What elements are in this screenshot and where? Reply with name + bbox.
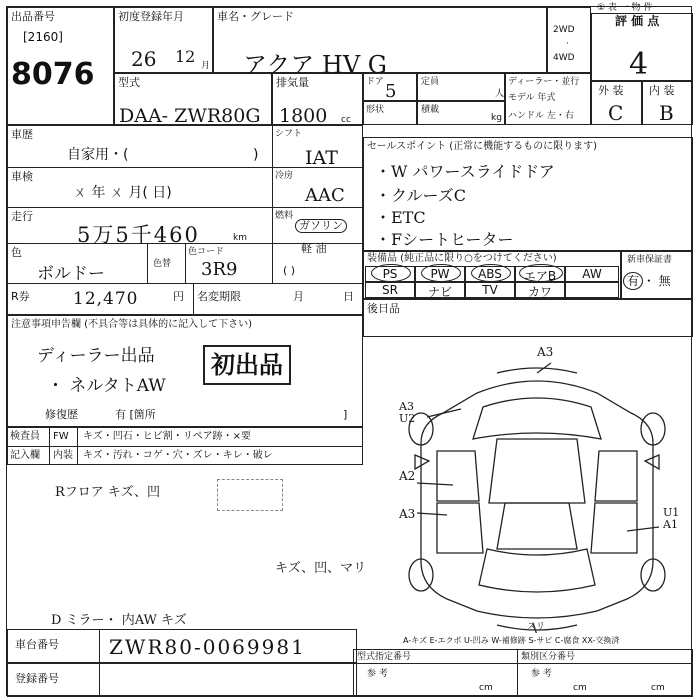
- fuel-label: 燃料: [275, 211, 294, 221]
- fuel-gas: ガソリン: [295, 219, 347, 233]
- first-reg-month: 12: [175, 47, 196, 66]
- circle-mark: [519, 264, 563, 282]
- name-change-month: 月: [293, 290, 304, 303]
- equipment-label: 装備品 (純正品に限り○をつけてください): [367, 253, 557, 264]
- mark-suri: スリ: [527, 622, 546, 632]
- chassis-value: ZWR80-0069981: [109, 635, 306, 659]
- model-designation-label: 型式指定番号: [357, 652, 412, 662]
- capacity-label: 定員: [421, 77, 440, 87]
- history-value: 自家用・(: [67, 147, 129, 163]
- doors-label: ドア: [366, 77, 384, 87]
- model-value: DAA- ZWR80G: [119, 105, 261, 127]
- notes-line2: ・ ネルタトAW: [47, 376, 166, 396]
- later-box: [363, 299, 693, 337]
- recycle-unit: 円: [173, 290, 184, 303]
- drive-2wd: 2WD: [553, 25, 575, 35]
- color-label: 色: [11, 246, 22, 259]
- lot-sub: [2160]: [23, 30, 63, 44]
- inspector-row2-text: キズ・汚れ・コゲ・穴・ズレ・キレ・破レ: [83, 450, 273, 461]
- int-label: 内 装: [649, 84, 675, 97]
- auction-sheet: [6, 3, 692, 696]
- remark-line2: キズ、凹、マリ: [275, 561, 367, 576]
- color-code-value: 3R9: [201, 259, 238, 280]
- name-value: アクア HV G: [243, 51, 387, 79]
- ext-value: C: [608, 101, 624, 125]
- displacement-label: 排気量: [276, 76, 309, 89]
- mark-a3-side: A3: [399, 507, 416, 521]
- name-change-label: 名変期限: [197, 290, 241, 303]
- handle-label: ハンドル 左・右: [508, 111, 574, 121]
- ext-label: 外 装: [598, 84, 624, 97]
- remark-stamp: [217, 479, 283, 511]
- inspector-label1: 検査員: [10, 431, 40, 442]
- name-label: 車名・グレード: [217, 10, 294, 23]
- color-value: ボルドー: [37, 264, 105, 284]
- notes-line1: ディーラー出品: [37, 346, 155, 366]
- shift-label: シフト: [275, 129, 303, 139]
- remark-line1: Rフロア キズ、凹: [55, 485, 161, 500]
- reg-box: [7, 663, 357, 697]
- repair-label: 修復歴: [45, 408, 78, 421]
- selling-point-2: ・クルーズC: [375, 186, 466, 205]
- color-change-label: 色替: [153, 259, 172, 269]
- circle-mark: [623, 272, 643, 290]
- first-reg-label: 初度登録年月: [118, 10, 184, 23]
- mark-a2: A2: [399, 469, 416, 483]
- equip-pw: PW: [415, 266, 465, 282]
- mark-u1-a1: U1 A1: [663, 506, 680, 531]
- drive-dot: ·: [566, 39, 569, 49]
- displacement-unit: cc: [341, 115, 351, 125]
- recycle-label: R券: [11, 290, 30, 303]
- fuel-diesel: 軽 油: [301, 242, 327, 255]
- doors-value: 5: [385, 81, 397, 102]
- ac-label: 冷房: [275, 171, 294, 181]
- recycle-value: 12,470: [73, 289, 139, 309]
- circle-mark: [421, 264, 461, 282]
- grade-label: 評 価 点: [615, 14, 660, 28]
- equip-sr: SR: [365, 282, 415, 298]
- notes-stamp: 初出品: [203, 345, 291, 385]
- reg-label: 登録番号: [15, 672, 59, 685]
- category-number-label: 類別区分番号: [521, 652, 576, 662]
- inspection-value: ㄨ 年 ㄨ 月( 日): [73, 185, 172, 201]
- equip-tv: TV: [465, 282, 515, 298]
- drive-box: [547, 7, 591, 73]
- load-label: 積載: [421, 105, 440, 115]
- int-value: B: [659, 101, 674, 125]
- remark-line3: D ミラー・ 内AW キズ: [51, 613, 187, 628]
- dealer-label: ディーラー・並行: [508, 77, 580, 87]
- circle-mark: [371, 264, 411, 282]
- lot-number: 8076: [11, 57, 95, 92]
- shift-value: IAT: [305, 147, 338, 169]
- inspector-row2-head: 内装: [53, 450, 73, 461]
- circle-mark: [471, 264, 511, 282]
- cm-2: cm: [573, 683, 587, 693]
- cm-3: cm: [651, 683, 665, 693]
- mileage-label: 走行: [11, 210, 33, 223]
- name-change-day: 日: [343, 290, 354, 303]
- selling-point-4: ・Fシートヒーター: [375, 230, 514, 249]
- equip-airbag: エアB: [515, 266, 565, 282]
- model-label: 型式: [118, 76, 140, 89]
- inspector-row1-text: キズ・凹石・ヒビ割・リペア跡・×要: [83, 431, 251, 442]
- inspector-row1-head: FW: [53, 431, 69, 442]
- history-label: 車歴: [11, 128, 33, 141]
- inspection-label: 車検: [11, 170, 33, 183]
- equip-aw: AW: [565, 266, 619, 282]
- ac-value: AAC: [305, 185, 345, 206]
- grade-value: 4: [629, 47, 649, 82]
- ref-label-2: 参 考: [531, 669, 552, 679]
- load-unit: kg: [491, 113, 502, 123]
- equip-navi: ナビ: [415, 282, 465, 298]
- selling-points-label: セールスポイント (正常に機能するものに限ります): [367, 141, 598, 152]
- notes-label: 注意事項申告欄 (不具合等は具体的に記入して下さい): [11, 319, 252, 330]
- lot-label: 出品番号: [11, 10, 55, 23]
- top-right-note: ① 表 一 物 件: [597, 3, 653, 13]
- history-close: ): [253, 147, 259, 163]
- color-code-label: 色コード: [188, 247, 225, 257]
- damage-legend: A-キズ E-エクボ U-凹み W-補修跡 S-サビ C-腐食 XX-交換済: [403, 636, 620, 645]
- inspector-label2: 記入欄: [10, 450, 40, 461]
- ref-label-1: 参 考: [367, 669, 388, 679]
- drive-4wd: 4WD: [553, 53, 575, 63]
- capacity-unit: 人: [495, 89, 505, 99]
- warranty-label: 新車保証書: [627, 255, 673, 265]
- car-diagram: [387, 343, 687, 633]
- equip-ps: PS: [365, 266, 415, 282]
- mark-a3-u2: A3 U2: [399, 400, 416, 425]
- first-reg-year: 26: [131, 47, 157, 71]
- chassis-label: 車台番号: [15, 638, 59, 651]
- selling-point-1: ・W パワースライドドア: [375, 162, 555, 181]
- repair-value: 有 [箇所: [115, 408, 156, 421]
- equip-abs: ABS: [465, 266, 515, 282]
- selling-point-3: ・ETC: [375, 208, 426, 227]
- repair-close: ]: [343, 408, 348, 421]
- warranty-value: 有 ・ 無: [627, 274, 671, 288]
- mileage-unit: km: [233, 233, 247, 243]
- model-year-label: モデル 年式: [508, 93, 556, 103]
- first-reg-unit: 月: [201, 61, 211, 71]
- shape-label: 形状: [366, 105, 385, 115]
- mileage-value: 5万5千460: [77, 223, 200, 247]
- cm-1: cm: [479, 683, 493, 693]
- mark-a3-top: A3: [537, 345, 554, 359]
- fuel-paren: ( ): [283, 264, 296, 277]
- equip-blank: [565, 282, 619, 298]
- equip-leather: カワ: [515, 282, 565, 298]
- later-label: 後日品: [367, 302, 400, 315]
- displacement-value: 1800: [279, 105, 328, 127]
